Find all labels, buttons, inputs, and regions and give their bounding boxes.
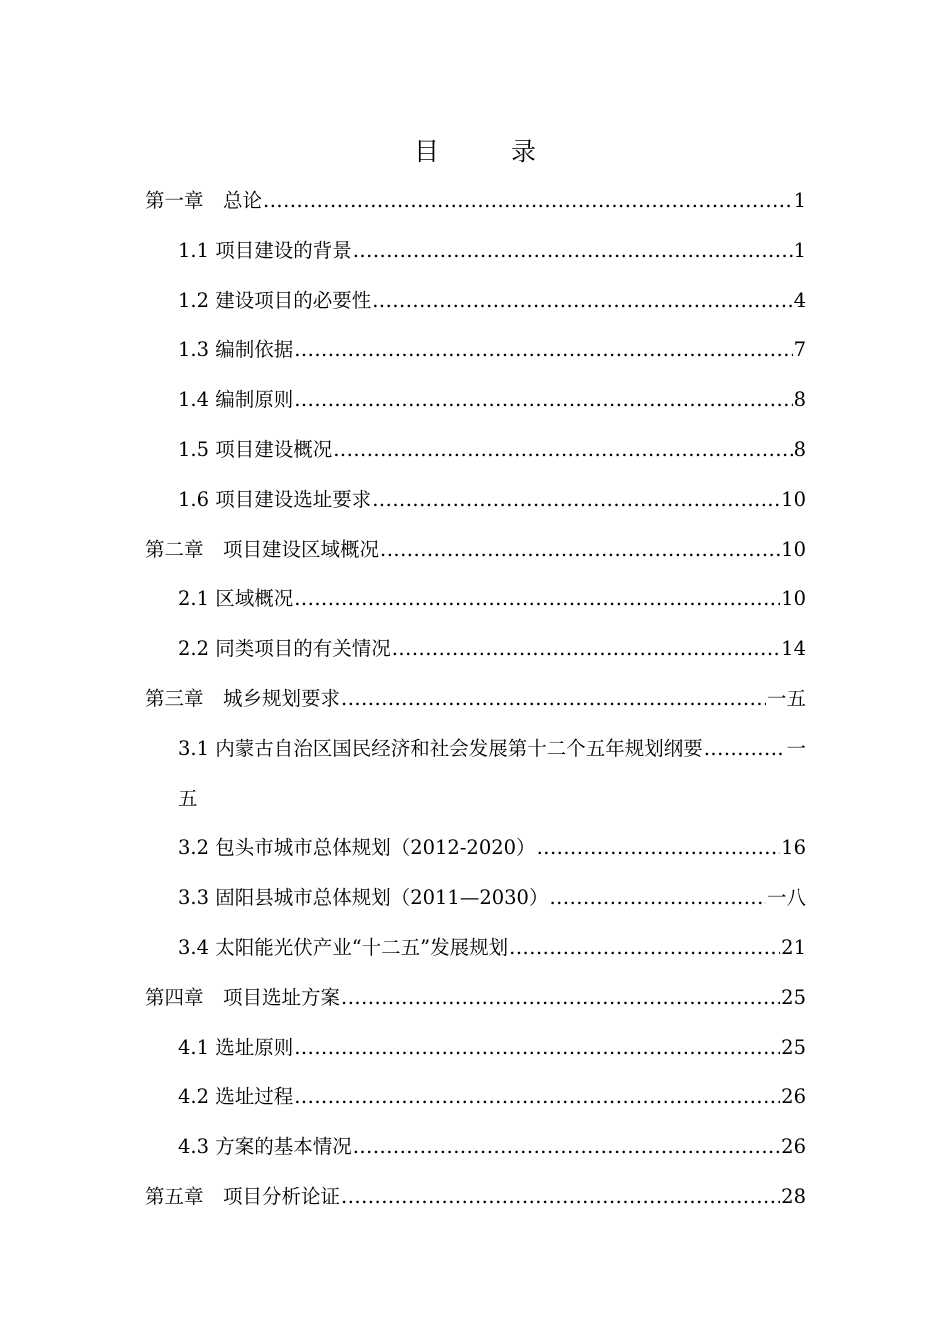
toc-entry-label: 第二章 项目建设区域概况 xyxy=(145,537,380,561)
toc-leader xyxy=(353,1122,780,1172)
toc-entry-label: 4.3 方案的基本情况 xyxy=(178,1135,352,1159)
toc-leader xyxy=(294,325,792,375)
toc-entry-1-3[interactable] xyxy=(145,325,806,375)
toc-leader xyxy=(549,873,766,923)
toc-page-number: 26 xyxy=(781,1085,806,1109)
toc-leader xyxy=(509,923,780,973)
toc-leader xyxy=(294,574,780,624)
toc-page-number: 8 xyxy=(793,437,806,461)
toc-entry-label: 4.2 选址过程 xyxy=(178,1085,294,1109)
toc-leader xyxy=(341,1172,780,1222)
toc-entry-2-1[interactable] xyxy=(145,574,806,624)
toc-entry-chapter-3[interactable] xyxy=(145,674,806,724)
toc-entry-label: 第五章 项目分析论证 xyxy=(145,1184,341,1208)
toc-leader xyxy=(341,674,766,724)
toc-page-number: 10 xyxy=(781,487,806,511)
toc-page-number: 10 xyxy=(781,587,806,611)
toc-entry-label: 1.1 项目建设的背景 xyxy=(178,238,352,262)
toc-entry-4-1[interactable] xyxy=(145,1023,806,1073)
toc-page-number: 28 xyxy=(781,1184,806,1208)
toc-page-number: 7 xyxy=(793,338,806,362)
toc-leader xyxy=(294,1072,780,1122)
toc-leader xyxy=(704,724,786,774)
toc-entry-label: 1.5 项目建设概况 xyxy=(178,437,333,461)
toc-leader xyxy=(294,1023,780,1073)
toc-leader xyxy=(380,525,780,575)
toc-page-number: 16 xyxy=(781,836,806,860)
toc-leader xyxy=(353,226,793,276)
toc-entry-1-5[interactable] xyxy=(145,425,806,475)
toc-page-number: 一 xyxy=(786,736,806,760)
toc-entry-label: 3.3 固阳县城市总体规划（2011—2030） xyxy=(178,886,549,910)
toc-entry-label: 3.2 包头市城市总体规划（2012-2020） xyxy=(178,836,536,860)
toc-leader xyxy=(537,823,781,873)
toc-entry-label: 第三章 城乡规划要求 xyxy=(145,686,341,710)
toc-entry-1-2[interactable] xyxy=(145,276,806,326)
toc-page-number: 21 xyxy=(781,935,806,959)
toc-page-number: 26 xyxy=(781,1135,806,1159)
toc-page-number: 1 xyxy=(793,238,806,262)
toc-entry-label: 第四章 项目选址方案 xyxy=(145,985,341,1009)
toc-page-number: 8 xyxy=(793,388,806,412)
toc-page-number: 10 xyxy=(781,537,806,561)
toc-entry-3-2[interactable] xyxy=(145,823,806,873)
toc-leader xyxy=(372,276,792,326)
toc-page-number: 1 xyxy=(793,189,806,212)
toc-entry-1-1[interactable] xyxy=(145,226,806,276)
toc-entry-chapter-2[interactable] xyxy=(145,525,806,575)
toc-entry-3-3[interactable] xyxy=(145,873,806,923)
toc-page-number: 4 xyxy=(793,288,806,312)
toc-entry-3-1[interactable] xyxy=(145,724,806,824)
toc-entry-label: 2.2 同类项目的有关情况 xyxy=(178,637,391,661)
toc-leader xyxy=(263,176,793,226)
toc-entry-label: 1.4 编制原则 xyxy=(178,388,294,412)
toc-leader xyxy=(294,375,792,425)
toc-entry-label: 第一章 总论 xyxy=(145,189,263,212)
toc-entry-label: 1.3 编制依据 xyxy=(178,338,294,362)
toc-entry-label: 2.1 区域概况 xyxy=(178,587,294,611)
toc-entry-4-3[interactable] xyxy=(145,1122,806,1172)
toc-entry-chapter-5[interactable] xyxy=(145,1172,806,1222)
toc-entry-4-2[interactable] xyxy=(145,1072,806,1122)
toc-page-number: 25 xyxy=(781,985,806,1009)
toc-page-number: 一八 xyxy=(766,886,806,910)
toc-entry-chapter-4[interactable] xyxy=(145,973,806,1023)
toc-entry-label: 3.4 太阳能光伏产业“十二五”发展规划 xyxy=(178,935,509,959)
toc-entry-1-4[interactable] xyxy=(145,375,806,425)
table-of-contents xyxy=(145,176,806,1222)
toc-entry-label: 3.1 内蒙古自治区国民经济和社会发展第十二个五年规划纲要 xyxy=(178,736,703,760)
toc-entry-label: 4.1 选址原则 xyxy=(178,1035,294,1059)
toc-entry-label: 1.2 建设项目的必要性 xyxy=(178,288,372,312)
toc-entry-2-2[interactable] xyxy=(145,624,806,674)
toc-entry-label: 1.6 项目建设选址要求 xyxy=(178,487,372,511)
toc-page-number: 14 xyxy=(781,637,806,661)
toc-leader xyxy=(372,475,780,525)
toc-page-number: 一五 xyxy=(766,686,806,710)
toc-entry-3-4[interactable] xyxy=(145,923,806,973)
toc-title: 目 录 xyxy=(414,137,568,166)
toc-leader xyxy=(392,624,780,674)
toc-page-number-continued: 五 xyxy=(178,786,198,810)
toc-leader xyxy=(341,973,780,1023)
toc-entry-chapter-1[interactable] xyxy=(145,176,806,226)
toc-page-number: 25 xyxy=(781,1035,806,1059)
toc-entry-1-6[interactable] xyxy=(145,475,806,525)
toc-leader xyxy=(333,425,792,475)
